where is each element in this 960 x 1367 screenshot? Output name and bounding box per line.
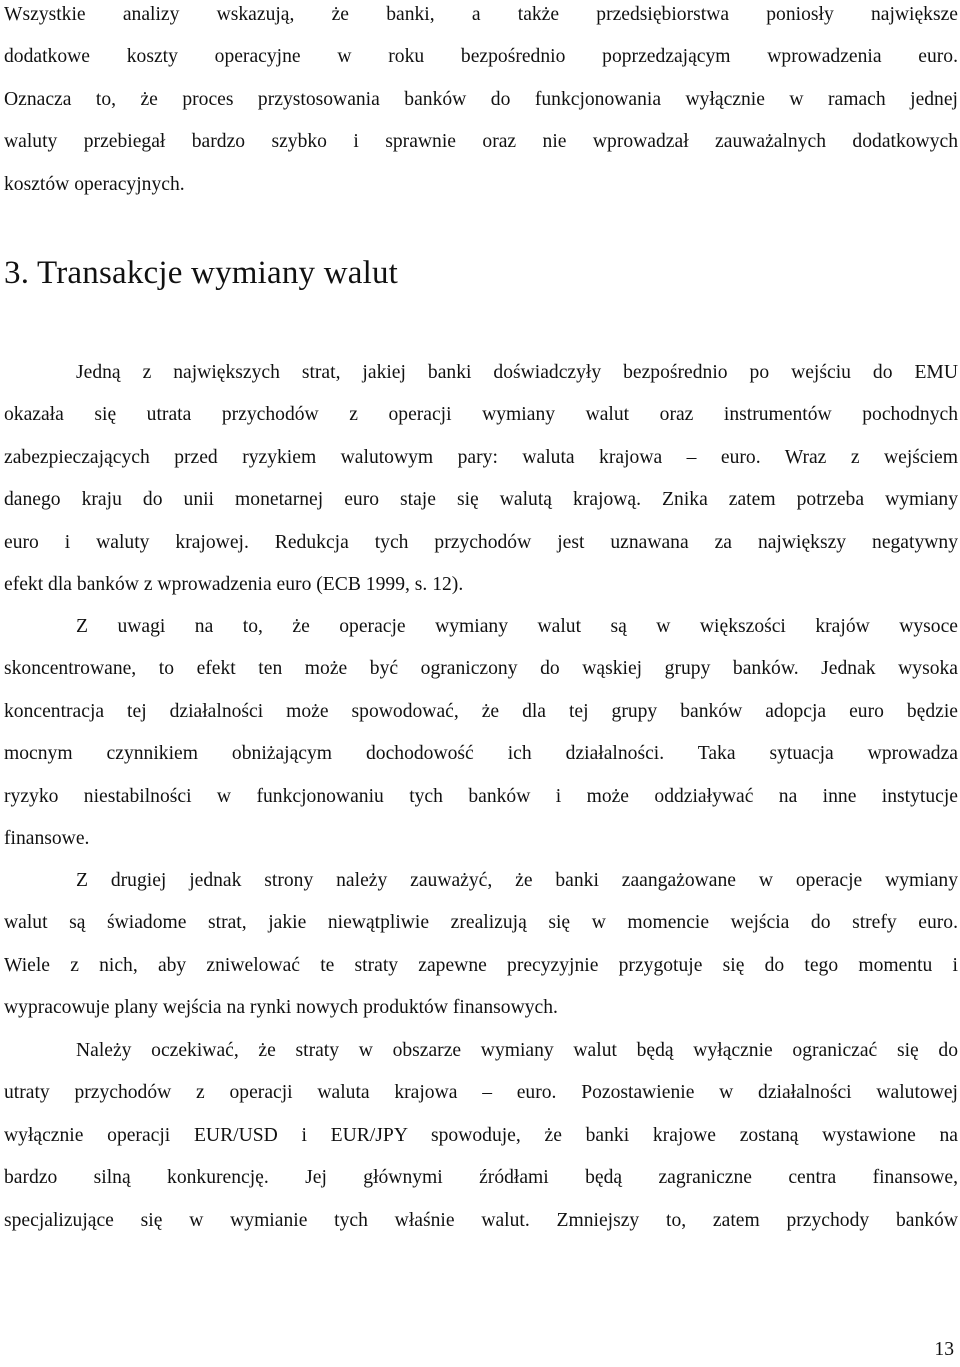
text-line: specjalizujące się w wymianie tych właśnie walut. Zmniejszy to, zatem przychody banków: [4, 1209, 958, 1231]
text-line: Jedną z największych strat, jakiej banki doświadczyły bezpośrednio po wejściu do EMU: [76, 362, 958, 383]
text-line: mocnym czynnikiem obniżającym dochodowość ich działalności. Taka sytuacja wprowadza: [4, 743, 958, 765]
text-line: Wiele z nich, aby zniwelować te straty zapewne precyzyjnie przygotuje się do tego momentu i: [4, 954, 958, 976]
text-line: wyłącznie operacji EUR/USD i EUR/JPY spowoduje, że banki krajowe zostaną wystawione na: [4, 1124, 958, 1146]
text-line: koncentracja tej działalności może spowodować, że dla tej grupy banków adopcja euro będzie: [4, 700, 958, 722]
text-line: Z drugiej jednak strony należy zauważyć, że banki zaangażowane w operacje wymiany: [76, 870, 958, 891]
text-line: ryzyko niestabilności w funkcjonowaniu tych banków i może oddziaływać na inne instytucje: [4, 785, 958, 807]
text-line: waluty przebiegał bardzo szybko i sprawnie oraz nie wprowadzał zauważalnych dodatkowych: [4, 131, 958, 153]
text-line: walut są świadome strat, jakie niewątpliwie zrealizują się w momencie wejścia do strefy euro.: [4, 912, 958, 934]
text-line: okazała się utrata przychodów z operacji wymiany walut oraz instrumentów pochodnych: [4, 404, 958, 426]
text-line: utraty przychodów z operacji waluta krajowa – euro. Pozostawienie w działalności walutowej: [4, 1082, 958, 1104]
text-line: wypracowuje plany wejścia na rynki nowych produktów finansowych.: [4, 997, 558, 1019]
paragraph-4: [4, 1030, 958, 1242]
text-line: kosztów operacyjnych.: [4, 173, 185, 195]
text-line: danego kraju do unii monetarnej euro staje się walutą krajową. Znika zatem potrzeba wymiany: [4, 489, 958, 511]
paragraph-1: [4, 352, 958, 606]
text-line: euro i waluty krajowej. Redukcja tych przychodów jest uznawana za największy negatywny: [4, 531, 958, 553]
text-line: skoncentrowane, to efekt ten może być ograniczony do wąskiej grupy banków. Jednak wysoka: [4, 658, 958, 680]
intro-paragraph: [4, 0, 958, 206]
text-line: Należy oczekiwać, że straty w obszarze wymiany walut będą wyłącznie ograniczać się do: [76, 1040, 958, 1061]
text-line: Z uwagi na to, że operacje wymiany walut są w większości krajów wysoce: [76, 616, 958, 637]
text-line: Wszystkie analizy wskazują, że banki, a także przedsiębiorstwa poniosły największe: [4, 4, 958, 25]
text-line: dodatkowe koszty operacyjne w roku bezpośrednio poprzedzającym wprowadzenia euro.: [4, 46, 958, 68]
text-line: zabezpieczających przed ryzykiem walutowym pary: waluta krajowa – euro. Wraz z wejściem: [4, 446, 958, 468]
page-number: 13: [934, 1339, 954, 1360]
text-line: bardzo silną konkurencję. Jej głównymi źródłami będą zagraniczne centra finansowe,: [4, 1167, 958, 1189]
text-line: efekt dla banków z wprowadzenia euro (ECB 1999, s. 12).: [4, 574, 464, 596]
section-heading: 3. Transakcje wymiany walut: [4, 255, 399, 291]
paragraph-3: [4, 860, 958, 1030]
paragraph-2: [4, 606, 958, 860]
text-line: Oznacza to, że proces przystosowania banków do funkcjonowania wyłącznie w ramach jednej: [4, 88, 958, 110]
text-line: finansowe.: [4, 828, 90, 850]
